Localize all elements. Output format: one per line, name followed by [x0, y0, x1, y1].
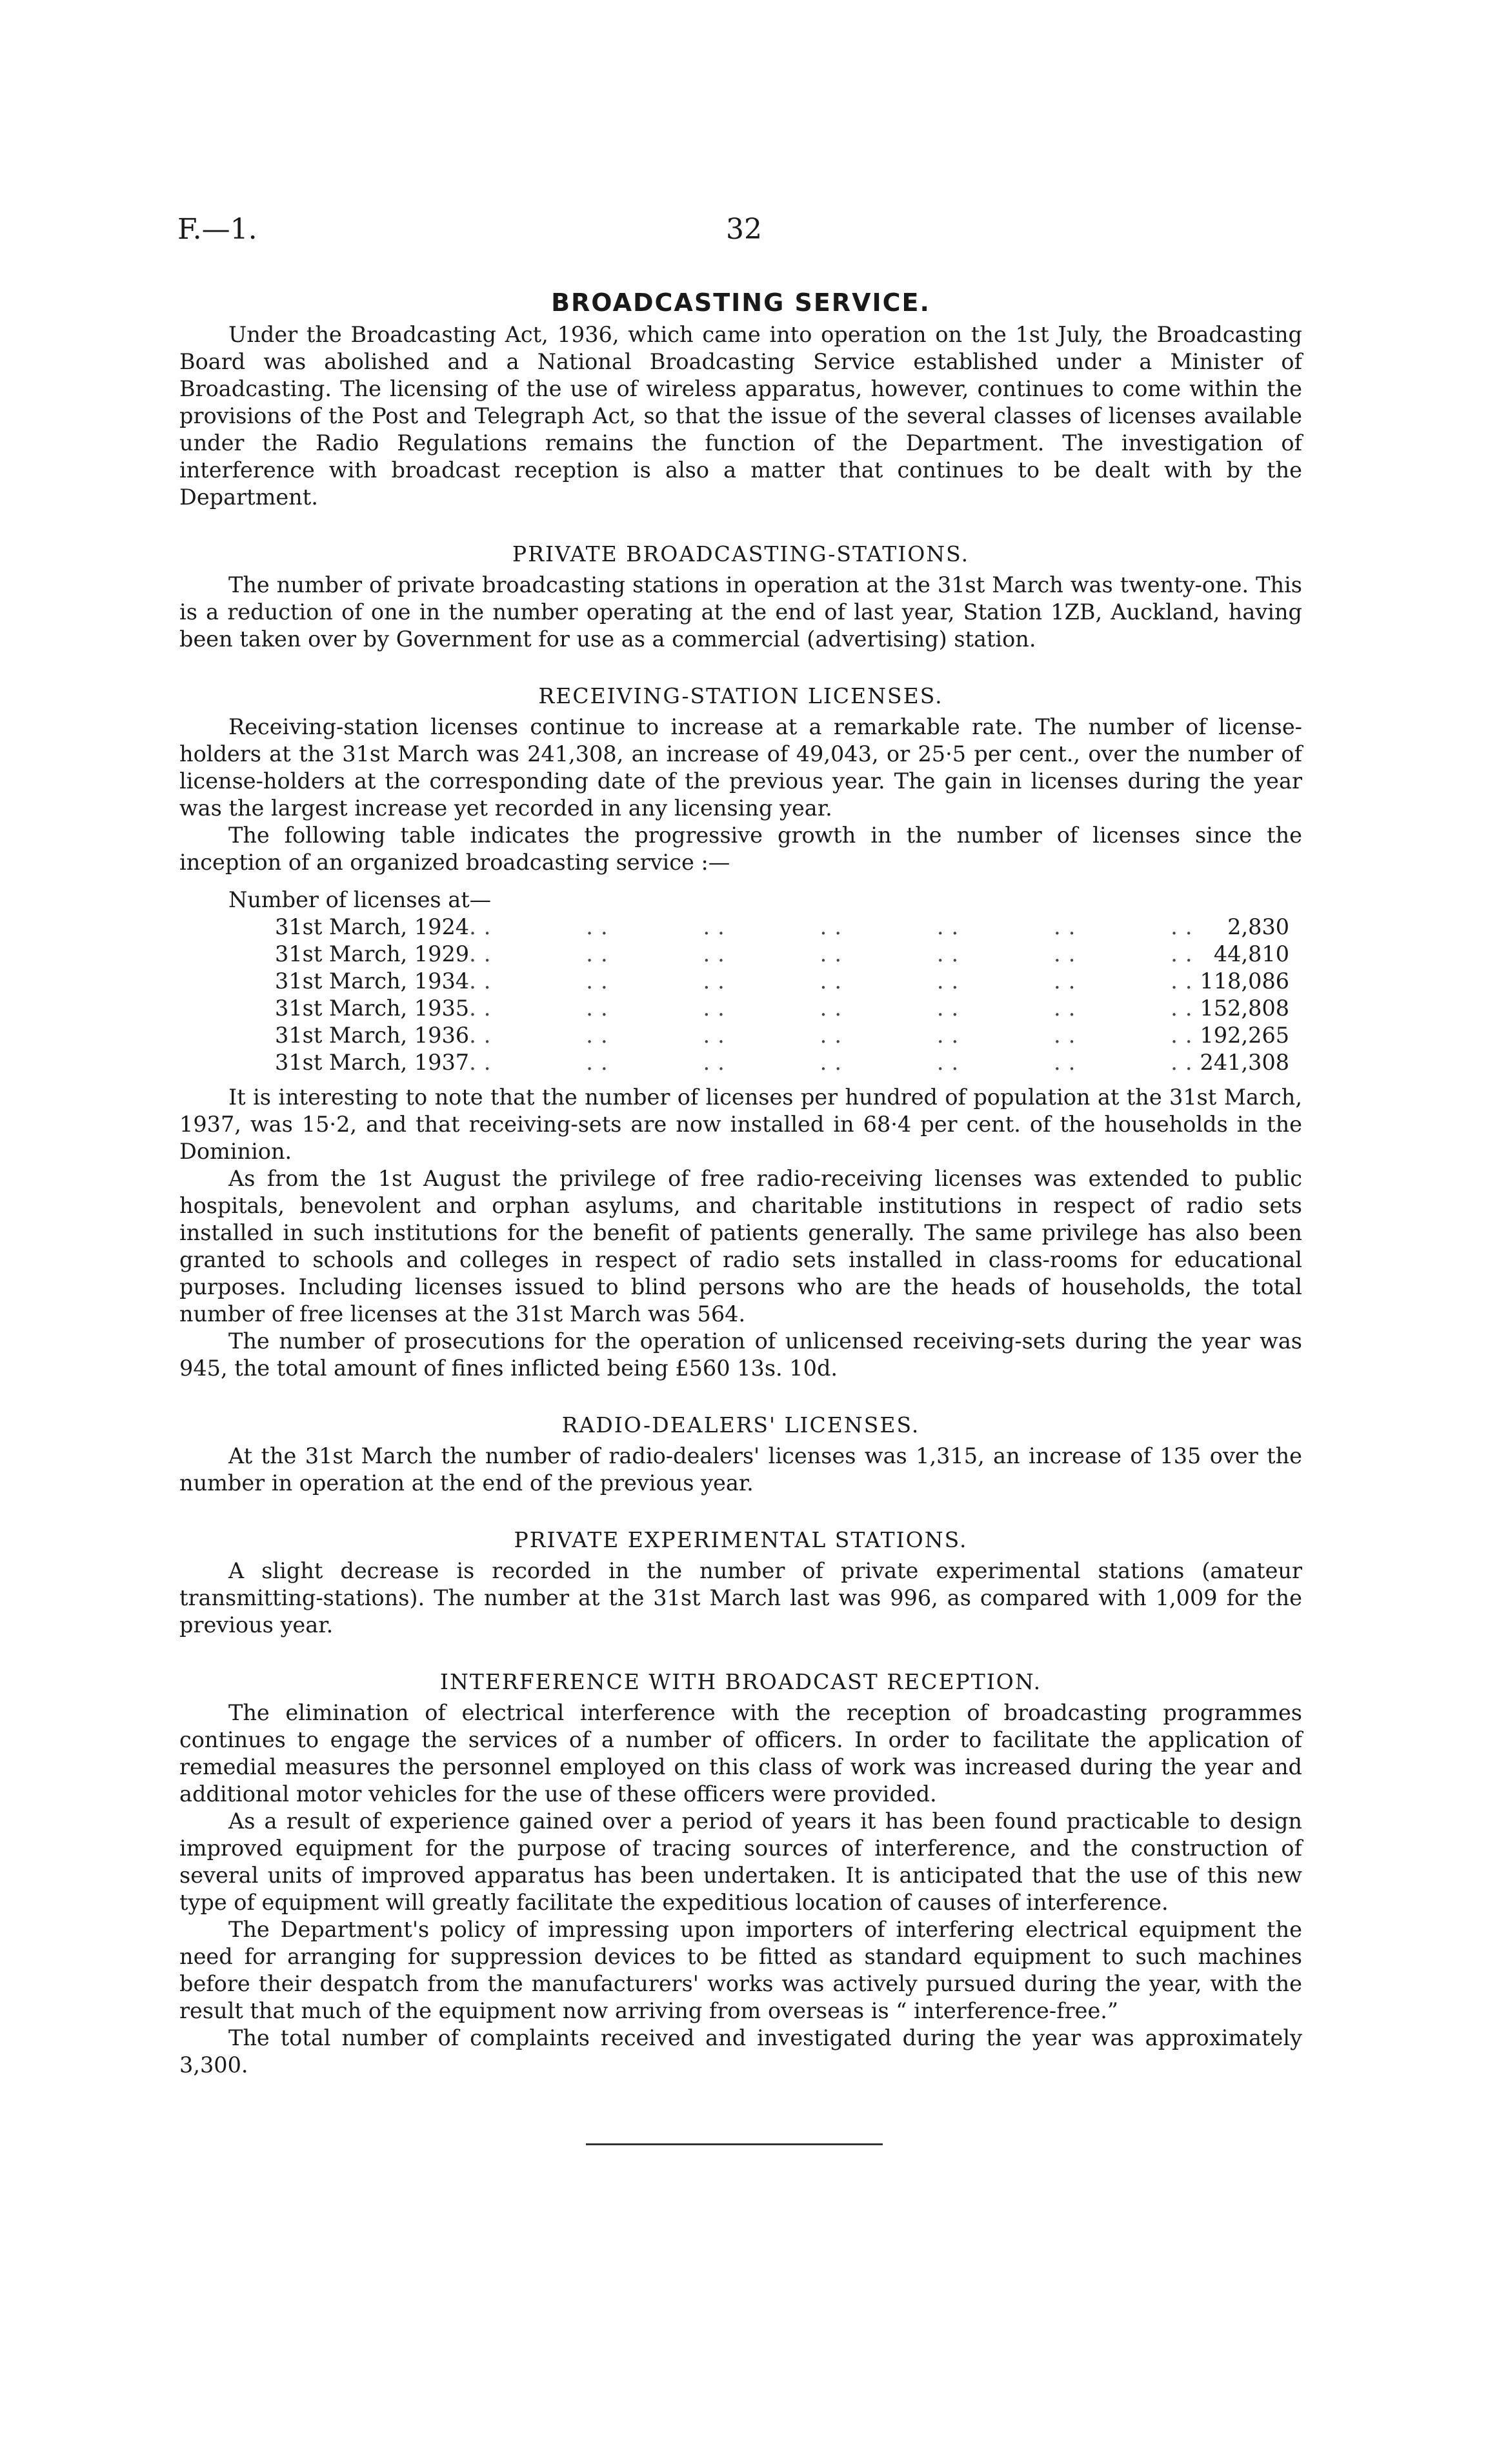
table-row: [275, 995, 1289, 1022]
leader-dots: .. .. .. .. .. .. ..: [469, 1023, 1200, 1048]
table-row: [275, 1049, 1289, 1076]
page-header: [177, 213, 1303, 252]
table-cell-value: 2,830: [1227, 914, 1290, 939]
page-title: BROADCASTING SERVICE.: [551, 288, 930, 317]
heading-radio-dealers-licenses: RADIO-DEALERS' LICENSES.: [561, 1412, 920, 1437]
page-body: [179, 289, 1302, 2079]
table-cell-value: 152,808: [1200, 996, 1290, 1021]
paragraph: Receiving-station licenses continue to increase at a remarkable rate. The number of license-holders at the 31st March was 241,308, an increase of 49,043, or 25·5 per cent., over the number of license-holders at the corresponding date of the previous year. The gain in licenses during the year was the largest increase yet recorded in any licensing year.: [179, 714, 1302, 821]
table-row: [275, 968, 1289, 995]
document-reference: F.—1.: [177, 213, 257, 246]
table-cell-date: 31st March, 1934: [275, 968, 470, 994]
table-cell-value: 192,265: [1200, 1023, 1290, 1048]
licenses-table: [275, 914, 1289, 1076]
leader-dots: .. .. .. .. .. .. ..: [469, 1050, 1200, 1075]
table-cell-date: 31st March, 1937: [275, 1050, 470, 1075]
table-cell-value: 241,308: [1200, 1050, 1290, 1075]
paragraph: The elimination of electrical interference with the reception of broadcasting programmes continues to engage the services of a number of officers. In order to facilitate the application of remedial measures the personnel employed on this class of work was increased during the year and additional motor vehicles for the use of these officers were provided.: [179, 1700, 1302, 1807]
paragraph: The number of prosecutions for the operation of unlicensed receiving-sets during the year was 945, the total amount of fines inflicted being £560 13s. 10d.: [179, 1328, 1302, 1381]
table-cell-date: 31st March, 1924: [275, 914, 470, 939]
table-cell-date: 31st March, 1935: [275, 996, 470, 1021]
leader-dots: .. .. .. .. .. .. ..: [469, 941, 1200, 967]
leader-dots: .. .. .. .. .. .. ..: [469, 968, 1200, 994]
intro-paragraph: Under the Broadcasting Act, 1936, which came into operation on the 1st July, the Broadcasting Board was abolished and a National Broadcasting Service established under a Minister of Broadcasting. The licensing of the use of wireless apparatus, however, continues to come within the provisions of the Post and Telegraph Act, so that the issue of the several classes of licenses available under the Radio Regulations remains the function of the Department. The investigation of interference with broadcast reception is also a matter that continues to be dealt with by the Department.: [179, 322, 1302, 510]
paragraph: The Department's policy of impressing upon importers of interfering electrical equipment the need for arranging for suppression devices to be fitted as standard equipment to such machines before their despatch from the manufacturers' works was actively pursued during the year, with the result that much of the equipment now arriving from overseas is “ interference-free.”: [179, 1917, 1302, 2023]
leader-dots: .. .. .. .. .. .. ..: [469, 914, 1200, 939]
table-row: [275, 1022, 1289, 1049]
paragraph: As from the 1st August the privilege of free radio-receiving licenses was extended to public hospitals, benevolent and orphan asylums, and charitable institutions in respect of radio sets installed in such institutions for the benefit of patients generally. The same privilege has also been granted to schools and colleges in respect of radio sets installed in class-rooms for educational purposes. Including licenses issued to blind persons who are the heads of households, the total number of free licenses at the 31st March was 564.: [179, 1166, 1302, 1327]
table-cell-value: 118,086: [1200, 968, 1290, 994]
table-cell-date: 31st March, 1936: [275, 1023, 470, 1048]
paragraph: The total number of complaints received and investigated during the year was approximately 3,300.: [179, 2025, 1302, 2078]
table-caption: Number of licenses at—: [228, 887, 492, 912]
paragraph: The following table indicates the progressive growth in the number of licenses since the inception of an organized broadcasting service :—: [179, 823, 1302, 875]
page-number: 32: [726, 213, 762, 246]
paragraph: A slight decrease is recorded in the number of private experimental stations (amateur transmitting-stations). The number at the 31st March last was 996, as compared with 1,009 for the previous year.: [179, 1558, 1302, 1638]
heading-private-experimental-stations: PRIVATE EXPERIMENTAL STATIONS.: [514, 1527, 968, 1552]
table-cell-value: 44,810: [1213, 941, 1290, 967]
heading-private-broadcasting-stations: PRIVATE BROADCASTING-STATIONS.: [512, 541, 970, 566]
table-cell-date: 31st March, 1929: [275, 941, 470, 967]
table-row: [275, 914, 1289, 941]
heading-interference-with-broadcast-reception: INTERFERENCE WITH BROADCAST RECEPTION.: [439, 1669, 1042, 1694]
paragraph: As a result of experience gained over a period of years it has been found practicable to design improved equipment for the purpose of tracing sources of interference, and the construction of several units of improved apparatus has been undertaken. It is anticipated that the use of this new type of equipment will greatly facilitate the expeditious location of causes of interference.: [179, 1808, 1302, 1915]
leader-dots: .. .. .. .. .. .. ..: [469, 996, 1200, 1021]
end-rule: [586, 2143, 883, 2145]
heading-receiving-station-licenses: RECEIVING-STATION LICENSES.: [538, 683, 943, 708]
paragraph: It is interesting to note that the number of licenses per hundred of population at the 31st March, 1937, was 15·2, and that receiving-sets are now installed in 68·4 per cent. of the households in the Dominion.: [179, 1085, 1302, 1164]
paragraph: At the 31st March the number of radio-dealers' licenses was 1,315, an increase of 135 over the number in operation at the end of the previous year.: [179, 1443, 1302, 1496]
table-row: [275, 941, 1289, 968]
paragraph: The number of private broadcasting stations in operation at the 31st March was twenty-one. This is a reduction of one in the number operating at the end of last year, Station 1ZB, Auckland, having been taken over by Government for use as a commercial (advertising) station.: [179, 572, 1302, 652]
